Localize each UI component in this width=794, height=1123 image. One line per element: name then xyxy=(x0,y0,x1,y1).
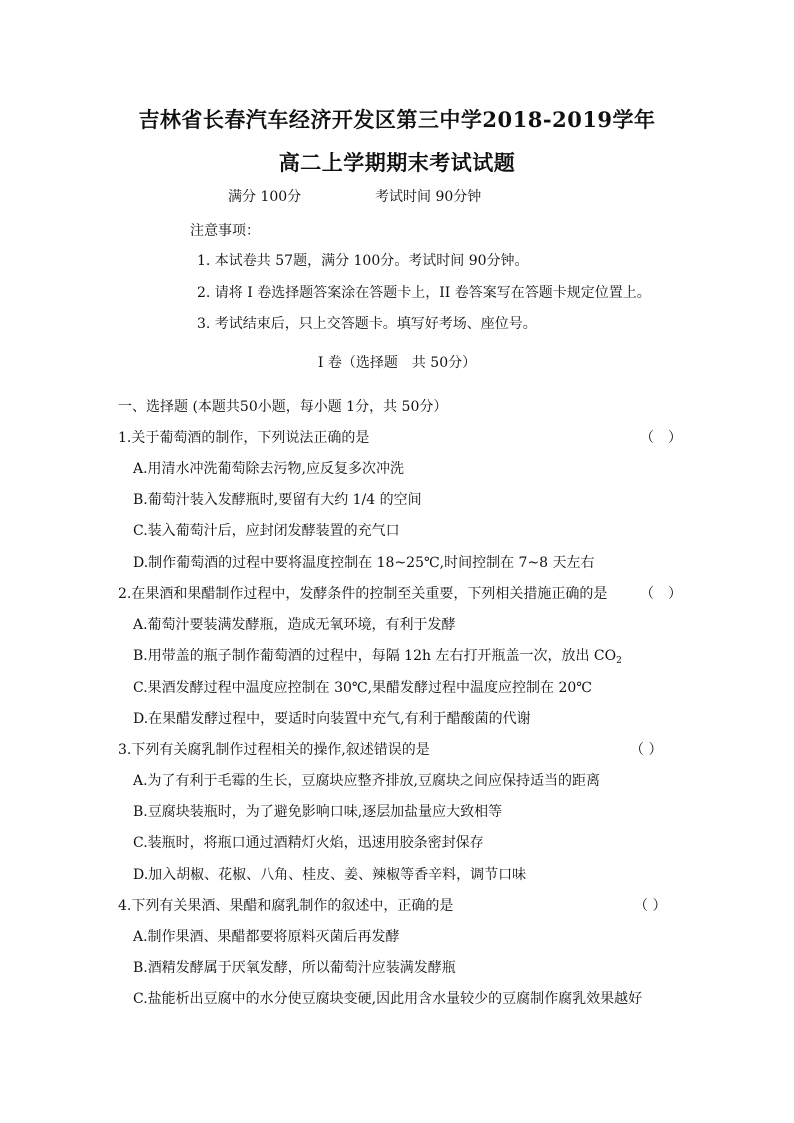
question-2-stem: 2.在果酒和果醋制作过程中，发酵条件的控制至关重要，下列相关措施正确的是 xyxy=(118,586,608,602)
note-item-1: 1. 本试卷共 57题，满分 100分。考试时间 90分钟。 xyxy=(197,253,529,269)
note-item-2: 2. 请将 I 卷选择题答案涂在答题卡上，II 卷答案写在答题卡规定位置上。 xyxy=(197,285,651,301)
question-3-option-a: A.为了有利于毛霉的生长，豆腐块应整齐排放,豆腐块之间应保持适当的距离 xyxy=(133,773,601,789)
question-2-answer-paren: （ ） xyxy=(640,586,682,602)
question-1-option-b: B.葡萄汁装入发酵瓶时,要留有大约 1/4 的空间 xyxy=(133,492,422,508)
question-4-option-c: C.盐能析出豆腐中的水分使豆腐块变硬,因此用含水量较少的豆腐制作腐乳效果越好 xyxy=(133,991,643,1007)
question-1-stem: 1.关于葡萄酒的制作，下列说法正确的是 xyxy=(118,430,370,446)
co2-subscript: 2 xyxy=(616,656,622,666)
question-2-option-b-wrapper xyxy=(133,645,622,666)
question-2-option-b: B.用带盖的瓶子制作葡萄酒的过程中，每隔 12h 左右打开瓶盖一次，放出 CO xyxy=(133,648,617,664)
notes-heading: 注意事项： xyxy=(190,223,260,239)
question-3-option-d: D.加入胡椒、花椒、八角、桂皮、姜、辣椒等香辛料，调节口味 xyxy=(133,867,527,883)
part1-heading: I 卷（选择题 共 50分） xyxy=(317,355,477,371)
question-1-answer-paren: （ ） xyxy=(640,430,682,446)
question-1-option-a: A.用清水冲洗葡萄除去污物,应反复多次冲洗 xyxy=(133,461,405,477)
question-2-option-a: A.葡萄汁要装满发酵瓶，造成无氧环境，有利于发酵 xyxy=(133,617,456,633)
question-3-option-c: C.装瓶时，将瓶口通过酒精灯火焰，迅速用胶条密封保存 xyxy=(133,835,484,851)
note-item-3: 3. 考试结束后，只上交答题卡。填写好考场、座位号。 xyxy=(197,316,537,332)
full-score: 满分 100分 xyxy=(228,189,302,205)
question-4-stem: 4.下列有关果酒、果醋和腐乳制作的叙述中，正确的是 xyxy=(118,898,454,914)
question-1-option-d: D.制作葡萄酒的过程中要将温度控制在 18~25℃,时间控制在 7~8 天左右 xyxy=(133,555,595,571)
question-3-stem: 3.下列有关腐乳制作过程相关的操作,叙述错误的是 xyxy=(118,742,430,758)
question-3-option-b: B.豆腐块装瓶时，为了避免影响口味,逐层加盐量应大致相等 xyxy=(133,804,503,820)
exam-time: 考试时间 90分钟 xyxy=(375,189,482,205)
question-3-answer-paren: （ ） xyxy=(630,742,663,758)
question-2-option-d: D.在果醋发酵过程中，要适时向装置中充气,有利于醋酸菌的代谢 xyxy=(133,711,531,727)
question-2-option-c: C.果酒发酵过程中温度应控制在 30℃,果醋发酵过程中温度应控制在 20℃ xyxy=(133,680,592,696)
question-4-answer-paren: （ ） xyxy=(634,898,667,914)
question-4-option-b: B.酒精发酵属于厌氧发酵，所以葡萄汁应装满发酵瓶 xyxy=(133,960,456,976)
question-4-option-a: A.制作果酒、果醋都要将原料灭菌后再发酵 xyxy=(133,929,400,945)
exam-title-line1: 吉林省长春汽车经济开发区第三中学2018-2019学年 xyxy=(138,107,656,132)
section-title: 一、选择题 (本题共50小题，每小题 1分，共 50分） xyxy=(118,399,448,415)
exam-title-line2: 高二上学期期末考试试题 xyxy=(278,150,516,175)
question-1-option-c: C.装入葡萄汁后，应封闭发酵装置的充气口 xyxy=(133,523,400,539)
